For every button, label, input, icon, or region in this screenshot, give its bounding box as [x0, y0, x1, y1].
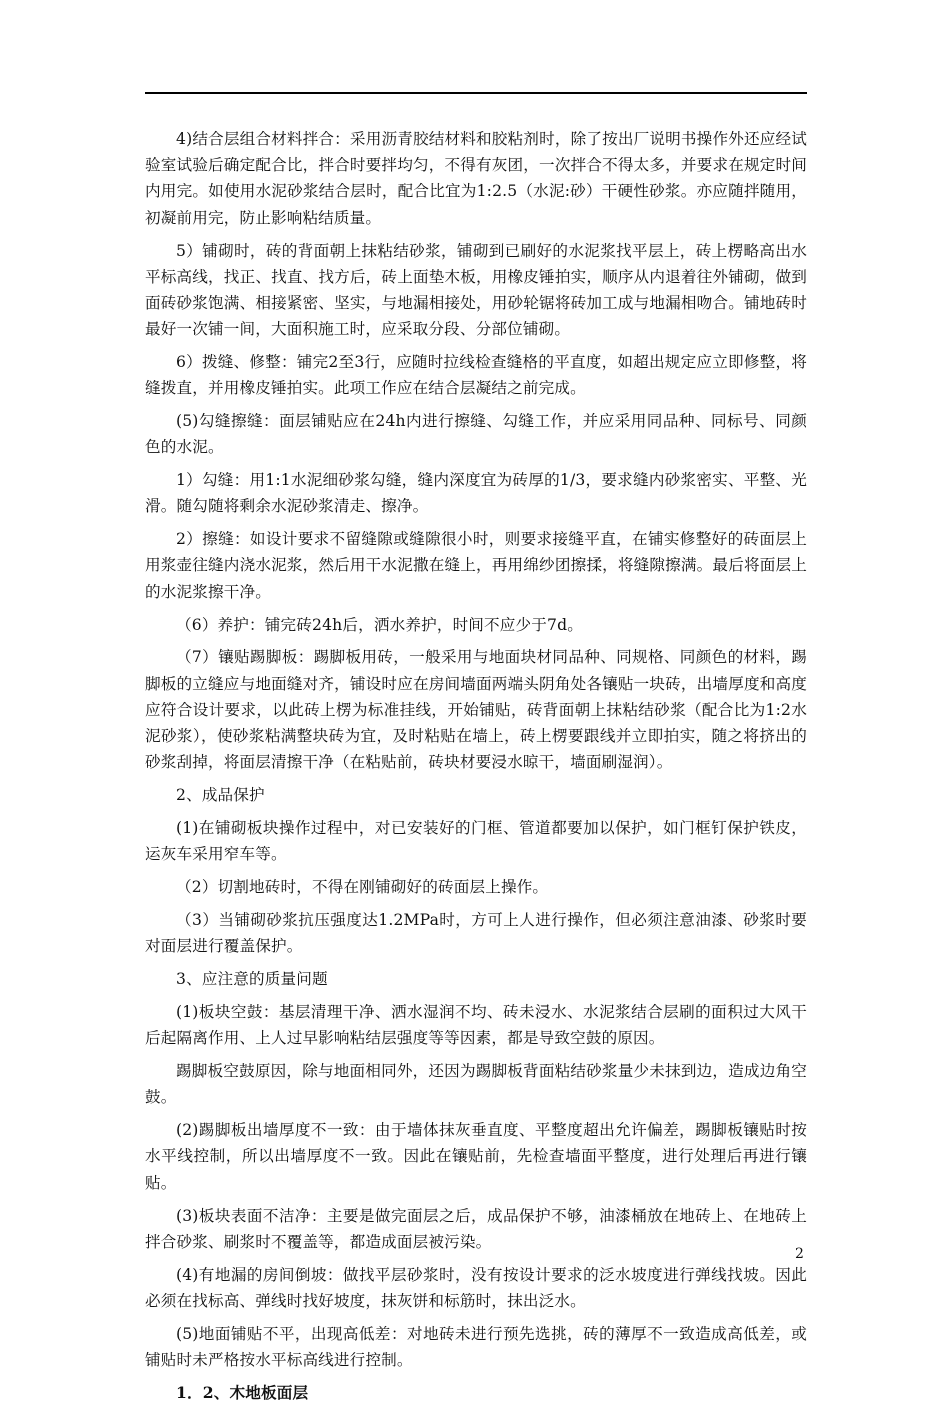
section-title-quality: 3、应注意的质量问题 — [176, 970, 328, 989]
paragraph-binder-mixing: 4)结合层组合材料拌合：采用沥青胶结材料和胶粘剂时，除了按出厂说明书操作外还应经试验室试验后确定配合比，拌合时要拌均匀，不得有灰团，一次拌合不得太多，并要求在规定时间内用完。如使用水泥砂浆结合层时，配合比宜为1:2.5（水泥:砂）干硬性砂浆。亦应随拌随用，初凝前用完，防止影响粘结质量。 — [145, 130, 807, 227]
paragraph-skirting-thickness: (2)踢脚板出墙厚度不一致：由于墙体抹灰垂直度、平整度超出允许偏差，踢脚板镶贴时按水平线控制，所以出墙厚度不一致。因此在镶贴前，先检查墙面平整度，进行处理后再进行镶贴。 — [145, 1121, 807, 1192]
paragraph-protection-2: （2）切割地砖时，不得在刚铺砌好的砖面层上操作。 — [176, 878, 549, 897]
paragraph-surface-dirty: (3)板块表面不洁净：主要是做完面层之后，成品保护不够，油漆桶放在地砖上、在地砖上拌合砂浆、刷浆时不覆盖等，都造成面层被污染。 — [145, 1206, 807, 1251]
header-rule — [145, 92, 807, 94]
page-number: 2 — [795, 1246, 804, 1262]
paragraph-uneven: (5)地面铺贴不平，出现高低差：对地砖未进行预先选挑，砖的薄厚不一致造成高低差，或铺贴时未严格按水平标高线进行控制。 — [145, 1324, 807, 1369]
paragraph-protection-3: （3）当铺砌砂浆抗压强度达1.2MPa时，方可上人进行操作，但必须注意油漆、砂浆时要对面层进行覆盖保护。 — [145, 911, 807, 956]
paragraph-skirting-hollow: 踢脚板空鼓原因，除与地面相同外，还因为踢脚板背面粘结砂浆量少未抹到边，造成边角空鼓。 — [145, 1062, 807, 1107]
paragraph-hollow: (1)板块空鼓：基层清理干净、洒水湿润不均、砖未浸水、水泥浆结合层刷的面积过大风干后起隔离作用、上人过早影响粘结层强度等等因素，都是导致空鼓的原因。 — [145, 1003, 807, 1048]
section-title-protection: 2、成品保护 — [176, 786, 265, 805]
paragraph-pointing: 1）勾缝：用1:1水泥细砂浆勾缝，缝内深度宜为砖厚的1/3，要求缝内砂浆密实、平整、光滑。随勾随将剩余水泥砂浆清走、擦净。 — [145, 471, 807, 516]
paragraph-drain-slope: (4)有地漏的房间倒坡：做找平层砂浆时，没有按设计要求的泛水坡度进行弹线找坡。因此必须在找标高、弹线时找好坡度，抹灰饼和标筋时，抹出泛水。 — [145, 1265, 807, 1310]
paragraph-grouting: (5)勾缝擦缝：面层铺贴应在24h内进行擦缝、勾缝工作，并应采用同品种、同标号、同颜色的水泥。 — [145, 412, 807, 457]
paragraph-curing: （6）养护：铺完砖24h后，洒水养护，时间不应少于7d。 — [176, 615, 583, 634]
paragraph-laying: 5）铺砌时，砖的背面朝上抹粘结砂浆，铺砌到已刷好的水泥浆找平层上，砖上楞略高出水平标高线，找正、找直、找方后，砖上面垫木板，用橡皮锤拍实，顺序从内退着往外铺砌，做到面砖砂浆饱满、相接紧密、坚实，与地漏相接处，用砂轮锯将砖加工成与地漏相吻合。铺地砖时最好一次铺一间，大面积施工时，应采取分段、分部位铺砌。 — [145, 241, 807, 339]
paragraph-joint-adjusting: 6）拨缝、修整：铺完2至3行，应随时拉线检查缝格的平直度，如超出规定应立即修整，将缝拨直，并用橡皮锤拍实。此项工作应在结合层凝结之前完成。 — [145, 353, 807, 398]
document-body — [145, 126, 807, 1413]
paragraph-skirting: （7）镶贴踢脚板：踢脚板用砖，一般采用与地面块材同品种、同规格、同颜色的材料，踢脚板的立缝应与地面缝对齐，铺设时应在房间墙面两端头阴角处各镶贴一块砖，出墙厚度和高度应符合设计要求，以此砖上楞为标准挂线，开始铺贴，砖背面朝上抹粘结砂浆（配合比为1:2水泥砂浆），使砂浆粘满整块砖为宜，及时粘贴在墙上，砖上楞要跟线并立即拍实，随之将挤出的砂浆刮掉，将面层清擦干净（在粘贴前，砖块材要浸水晾干，墙面刷湿润）。 — [145, 648, 807, 772]
section-heading-wood-floor: 1．2、木地板面层 — [176, 1382, 309, 1402]
paragraph-protection-1: (1)在铺砌板块操作过程中，对已安装好的门框、管道都要加以保护，如门框钉保护铁皮，运灰车采用窄车等。 — [145, 819, 807, 864]
paragraph-wiping: 2）擦缝：如设计要求不留缝隙或缝隙很小时，则要求接缝平直，在铺实修整好的砖面层上用浆壶往缝内浇水泥浆，然后用干水泥撒在缝上，再用绵纱团擦揉，将缝隙擦满。最后将面层上的水泥浆擦干净。 — [145, 530, 807, 601]
